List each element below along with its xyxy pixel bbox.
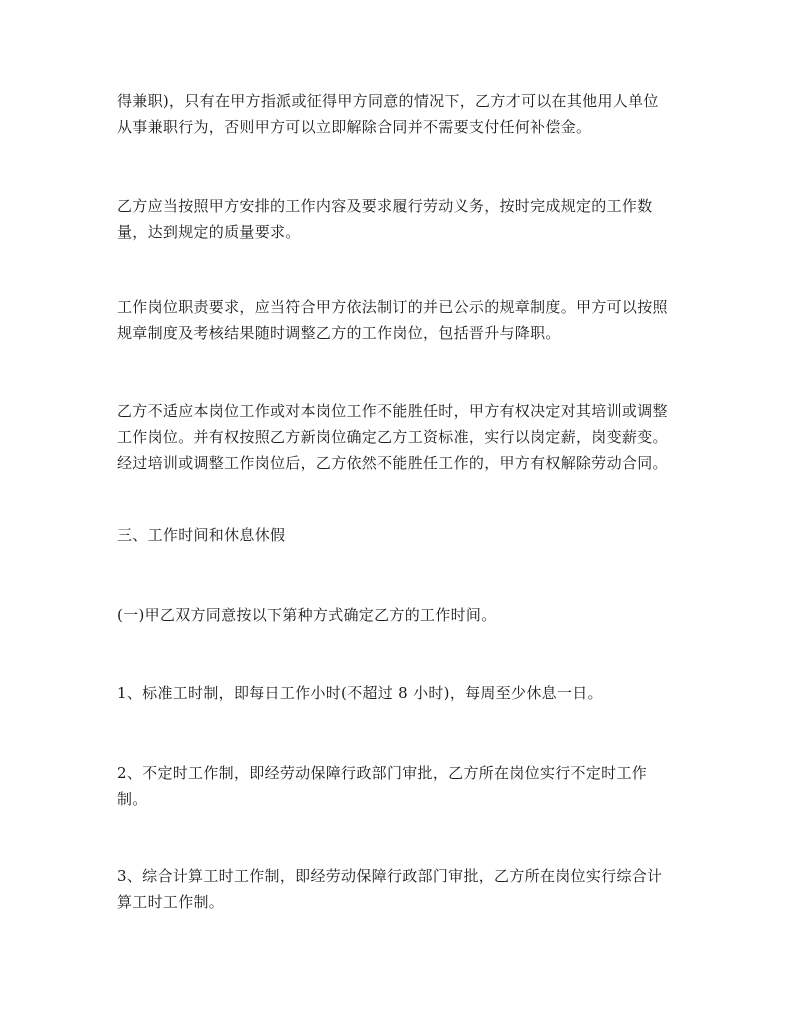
paragraph-line: 2、不定时工作制，即经劳动保障行政部门审批，乙方所在岗位实行不定时工作 [117,764,648,782]
list-item-flexible-hours [117,760,677,812]
list-item-comprehensive-hours [117,863,677,915]
paragraph-part-time-restriction [117,88,677,140]
paragraph-line: 规章制度及考核结果随时调整乙方的工作岗位，包括晋升与降职。 [117,324,561,342]
paragraph-line: 从事兼职行为，否则甲方可以立即解除合同并不需要支付任何补偿金。 [117,118,592,136]
paragraph-line: 得兼职)，只有在甲方指派或征得甲方同意的情况下，乙方才可以在其他用人单位 [117,92,659,110]
paragraph-line: 经过培训或调整工作岗位后，乙方依然不能胜任工作的，甲方有权解除劳动合同。 [117,454,668,472]
paragraph-line: (一)甲乙双方同意按以下第种方式确定乙方的工作时间。 [117,606,497,624]
paragraph-work-duties [117,193,677,245]
paragraph-line: 制。 [117,790,148,808]
paragraph-line: 工作岗位。并有权按照乙方新岗位确定乙方工资标准，实行以岗定薪，岗变薪变。 [117,428,668,446]
list-item-standard-hours [117,680,677,706]
paragraph-line: 三、工作时间和休息休假 [117,526,286,544]
paragraph-incompetence-handling [117,398,677,476]
paragraph-line: 量，达到规定的质量要求。 [117,223,301,241]
paragraph-line: 1、标准工时制，即每日工作小时(不超过 8 小时)，每周至少休息一日。 [117,684,603,702]
paragraph-line: 乙方不适应本岗位工作或对本岗位工作不能胜任时，甲方有权决定对其培训或调整 [117,402,668,420]
paragraph-line: 乙方应当按照甲方安排的工作内容及要求履行劳动义务，按时完成规定的工作数 [117,197,653,215]
paragraph-line: 工作岗位职责要求，应当符合甲方依法制订的并已公示的规章制度。甲方可以按照 [117,298,668,316]
paragraph-job-responsibilities [117,294,677,346]
paragraph-line: 3、综合计算工时工作制，即经劳动保障行政部门审批，乙方所在岗位实行综合计 [117,867,663,885]
section-heading-working-hours [117,522,677,548]
paragraph-working-hours-intro [117,602,677,628]
paragraph-line: 算工时工作制。 [117,893,225,911]
